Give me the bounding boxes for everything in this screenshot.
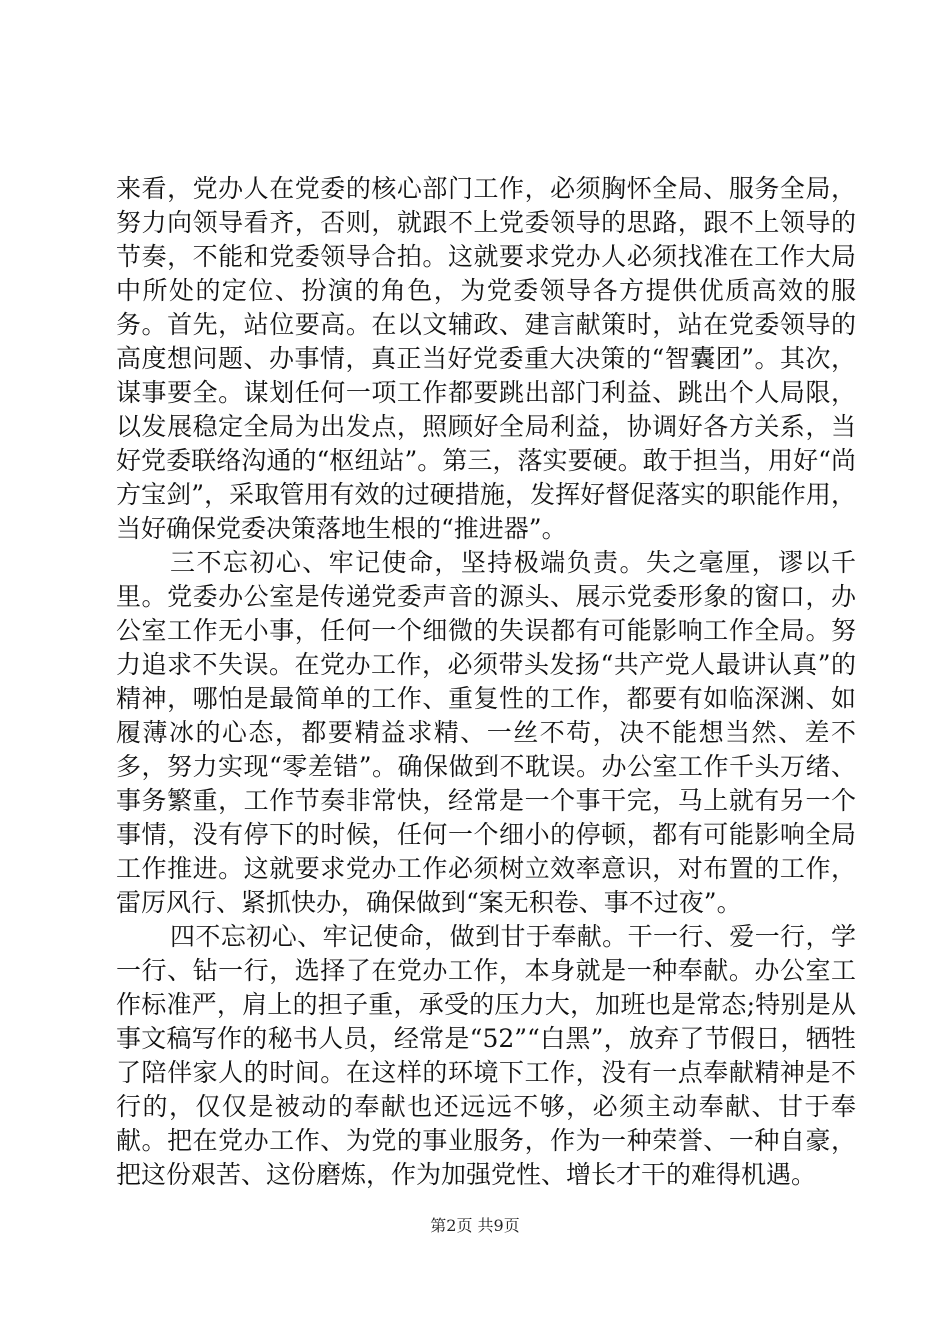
paragraph-four: 四不忘初心、牢记使命，做到甘于奉献。干一行、爱一行，学一行、钻一行，选择了在党办工作，本身就是一种奉献。办公室工作标准严，肩上的担子重，承受的压力大，加班也是常态;特别是从事文稿写作的秘书人员，经常是“52”“白黑”，放弃了节假日，牺牲了陪伴家人的时间。在这样的环境下工作，没有一点奉献精神是不行的，仅仅是被动的奉献也还远远不够，必须主动奉献、甘于奉献。把在党办工作、为党的事业服务，作为一种荣誉、一种自豪，把这份艰苦、这份磨炼，作为加强党性、增长才干的难得机遇。 bbox=[116, 922, 856, 1189]
document-body bbox=[116, 172, 856, 1192]
paragraph-three: 三不忘初心、牢记使命，坚持极端负责。失之毫厘，谬以千里。党委办公室是传递党委声音的源头、展示党委形象的窗口，办公室工作无小事，任何一个细微的失误都有可能影响工作全局。努力追求不失误。在党办工作，必须带头发扬“共产党人最讲认真”的精神，哪怕是最简单的工作、重复性的工作，都要有如临深渊、如履薄冰的心态，都要精益求精、一丝不苟，决不能想当然、差不多，努力实现“零差错”。确保做到不耽误。办公室工作千头万绪、事务繁重，工作节奏非常快，经常是一个事干完，马上就有另一个事情，没有停下的时候，任何一个细小的停顿，都有可能影响全局工作推进。这就要求党办工作必须树立效率意识，对布置的工作，雷厉风行、紧抓快办，确保做到“案无积卷、事不过夜”。 bbox=[116, 548, 856, 917]
paragraph-continuation: 来看，党办人在党委的核心部门工作，必须胸怀全局、服务全局，努力向领导看齐，否则，就跟不上党委领导的思路，跟不上领导的节奏，不能和党委领导合拍。这就要求党办人必须找准在工作大局中所处的定位、扮演的角色，为党委领导各方提供优质高效的服务。首先，站位要高。在以文辅政、建言献策时，站在党委领导的高度想问题、办事情，真正当好党委重大决策的“智囊团”。其次，谋事要全。谋划任何一项工作都要跳出部门利益、跳出个人局限，以发展稳定全局为出发点，照顾好全局利益，协调好各方关系，当好党委联络沟通的“枢纽站”。第三，落实要硬。敢于担当，用好“尚方宝剑”，采取管用有效的过硬措施，发挥好督促落实的职能作用，当好确保党委决策落地生根的“推进器”。 bbox=[116, 174, 856, 543]
page-footer: 第2页 共9页 bbox=[430, 1216, 520, 1235]
